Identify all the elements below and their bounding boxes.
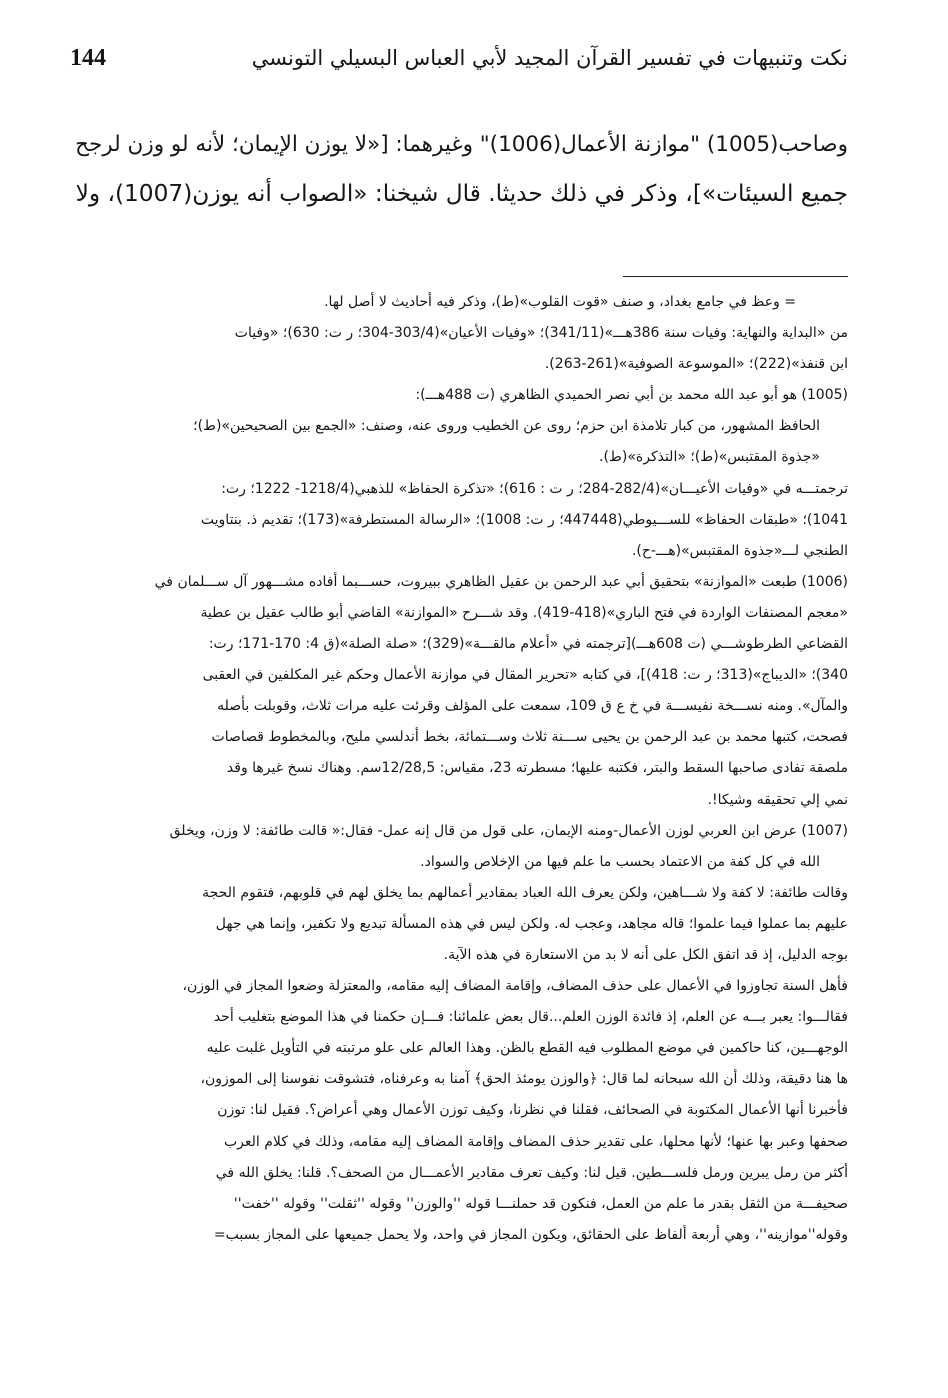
footnote-line: «معجم المصنفات الواردة في فتح الباري»(418-419). وقد شـــرح «الموازنة» القاضي أبو طالب عقيل بن عطية xyxy=(200,604,848,621)
footnote-separator xyxy=(623,276,848,277)
page-number: 144 xyxy=(70,44,106,71)
main-text xyxy=(75,120,848,218)
footnote-line: 340)؛ «الديباج»(313؛ ر ت: 418)]، في كتابه «تحرير المقال في موازنة الأعمال وحكم غير المكلفين في العقبى xyxy=(202,667,848,684)
footnote-line: الله في كل كفة من الاعتماد بحسب ما علم فيها من الإخلاص والسواد. xyxy=(420,853,820,870)
footnote-line: الحافظ المشهور، من كبار تلامذة ابن حزم؛ روى عن الخطيب وروى عنه، وصنف: «الجمع بين الصحيحين»(ط)؛ xyxy=(193,418,820,435)
footnote-line: القضاعي الطرطوشـــي (ت 608هـــ)[ترجمته في «أعلام مالقـــة»(329)؛ «صلة الصلة»(ق 4: 170-171؛ رت: xyxy=(208,636,848,653)
main-text-line: وصاحب(1005) "موازنة الأعمال(1006)" وغيرهما: [«لا يوزن الإيمان؛ لأنه لو وزن لرجح xyxy=(75,132,848,157)
footnote-line: والمآل». ومنه نســـخة نفيســـة في خ ع ق 109، سمعت على المؤلف وقرئت عليه مرات ثلاث، وقوبلت بأصله xyxy=(217,698,848,715)
footnote-1005-heading: (1005) هو أبو عبد الله محمد بن أبي نصر الحميدي الظاهري (ت 488هـــ): xyxy=(415,387,848,404)
footnote-line: نمي إلي تحقيقه وشيكا!. xyxy=(707,791,848,808)
footnote-line: من «البداية والنهاية: وفيات سنة 386هـــ»(341/11)؛ «وفيات الأعيان»(303/4-304؛ ر ت: 630)؛ «وفيات xyxy=(234,325,848,342)
footnote-line: ابن قنفذ»(222)؛ «الموسوعة الصوفية»(261-263). xyxy=(544,356,848,373)
footnote-line: الطنجي لـــ«جذوة المقتبس»(هـــ-ح). xyxy=(631,542,848,559)
footnote-line: «جذوة المقتبس»(ط)؛ «التذكرة»(ط). xyxy=(599,449,820,466)
footnote-line: فأخبرنا أنها الأعمال المكتوبة في الصحائف، فقلنا في نظرنا، وكيف توزن الأعمال وهي أعراض؟. فقيل لنا: توزن xyxy=(217,1102,848,1119)
footnote-1006-heading: (1006) طبعت «الموازنة» بتحقيق أبي عبد الرحمن بن عقيل الظاهري ببيروت، حســـبما أفاده مشـــهور آل ســـلمان في xyxy=(154,573,848,590)
footnote-line: صحيفـــة من الثقل بقدر ما علم من العمل، فنكون قد حملنـــا قوله ''والوزن'' وقوله ''ثقلت'' وقوله ''خفت'' xyxy=(233,1195,848,1212)
footnote-line: فقالـــوا: يعبر بـــه عن العلم، إذ فائدة الوزن العلم...قال بعض علمائنا: فـــإن حكمنا في هذا الموضع بتغليب أحد xyxy=(213,1009,848,1026)
footnote-line: ترجمتـــه في «وفيات الأعيـــان»(282/4-284؛ ر ت : 616)؛ «تذكرة الحفاظ» للذهبي(1218/4- 1222؛ رت: xyxy=(221,480,848,497)
footnotes xyxy=(75,287,848,1251)
footnote-line: ها هنا دقيقة، وذلك أن الله سبحانه لما قال: ﴿والوزن يومئذ الحق﴾ آمنا به وعرفناه، فتشوقت نفوسنا إلى الموزون، xyxy=(200,1071,848,1088)
footnote-1007-heading: (1007) عرض ابن العربي لوزن الأعمال-ومنه الإيمان، على قول من قال إنه عمل- فقال:« قالت طائفة: لا وزن، ويخلق xyxy=(169,822,848,839)
footnote-line: الوجهـــين، كنا حاكمين في موضع المطلوب فيه القطع بالظن. وهذا العالم على علو مرتبته في التأويل غلبت عليه xyxy=(206,1040,848,1057)
footnote-line: أكثر من رمل يبرين ورمل فلســـطين. قيل لنا: وكيف تعرف مقادير الأعمـــال من الصحف؟. قلنا: يخلق الله في xyxy=(215,1164,848,1181)
footnote-line: عليهم بما عملوا فيما علموا؛ قاله مجاهد، وعجب له. ولكن ليس في هذه المسألة تبديع ولا تكفير، وإنما هي جهل xyxy=(215,915,848,932)
footnote-line: وقوله''موازينه''، وهي أربعة ألفاظ على الحقائق، ويكون المجاز في واحد، ولا يحمل جميعها على المجاز بسبب= xyxy=(213,1226,848,1243)
running-title: نكت وتنبيهات في تفسير القرآن المجيد لأبي العباس البسيلي التونسي xyxy=(251,46,848,70)
footnote-line: 1041)؛ «طبقات الحفاظ» للســـيوطي(447448؛ ر ت: 1008)؛ «الرسالة المستطرفة»(173)؛ تقديم ذ. بنتاويت xyxy=(200,511,848,528)
footnote-line: وقالت طائفة: لا كفة ولا شـــاهين، ولكن يعرف الله العباد بمقادير أعمالهم بما يخلق لهم في قلوبهم، فتقوم الحجة xyxy=(202,884,848,901)
footnote-line: فصحت، كتبها محمد بن عبد الرحمن بن يحيى ســـنة ثلاث وســـتمائة، بخط أندلسي مليح، وبالمخطوط قصاصات xyxy=(211,729,848,746)
footnote-line: صحفها وعبر بها عنها؛ لأنها محلها، على تقدير حذف المضاف وإقامة المضاف إليه مقامه، وذلك في كلام العرب xyxy=(223,1133,848,1150)
page-header xyxy=(70,38,848,78)
footnote-line: بوجه الدليل، إذ قد اتفق الكل على أنه لا بد من الاستعارة في هذه الآية. xyxy=(443,946,848,963)
footnote-line: = وعظ في جامع بغداد، و صنف «قوت القلوب»(ط)، وذكر فيه أحاديث لا أصل لها. xyxy=(324,294,796,310)
footnote-line: ملصقة تفادى صاحبها السقط والبتر، فكتبه عليها؛ مسطرته 23، مقياس: 12/28,5سم. وهناك نسخ غيرها وقد xyxy=(226,760,848,777)
footnote-line: فأهل السنة تجاوزوا في الأعمال على حذف المضاف، وإقامة المضاف إليه مقامه، والمعتزلة وضعوا المجاز في الوزن، xyxy=(182,978,848,995)
main-text-line: جميع السيئات»]، وذكر في ذلك حديثا. قال شيخنا: «الصواب أنه يوزن(1007)، ولا xyxy=(75,180,848,207)
